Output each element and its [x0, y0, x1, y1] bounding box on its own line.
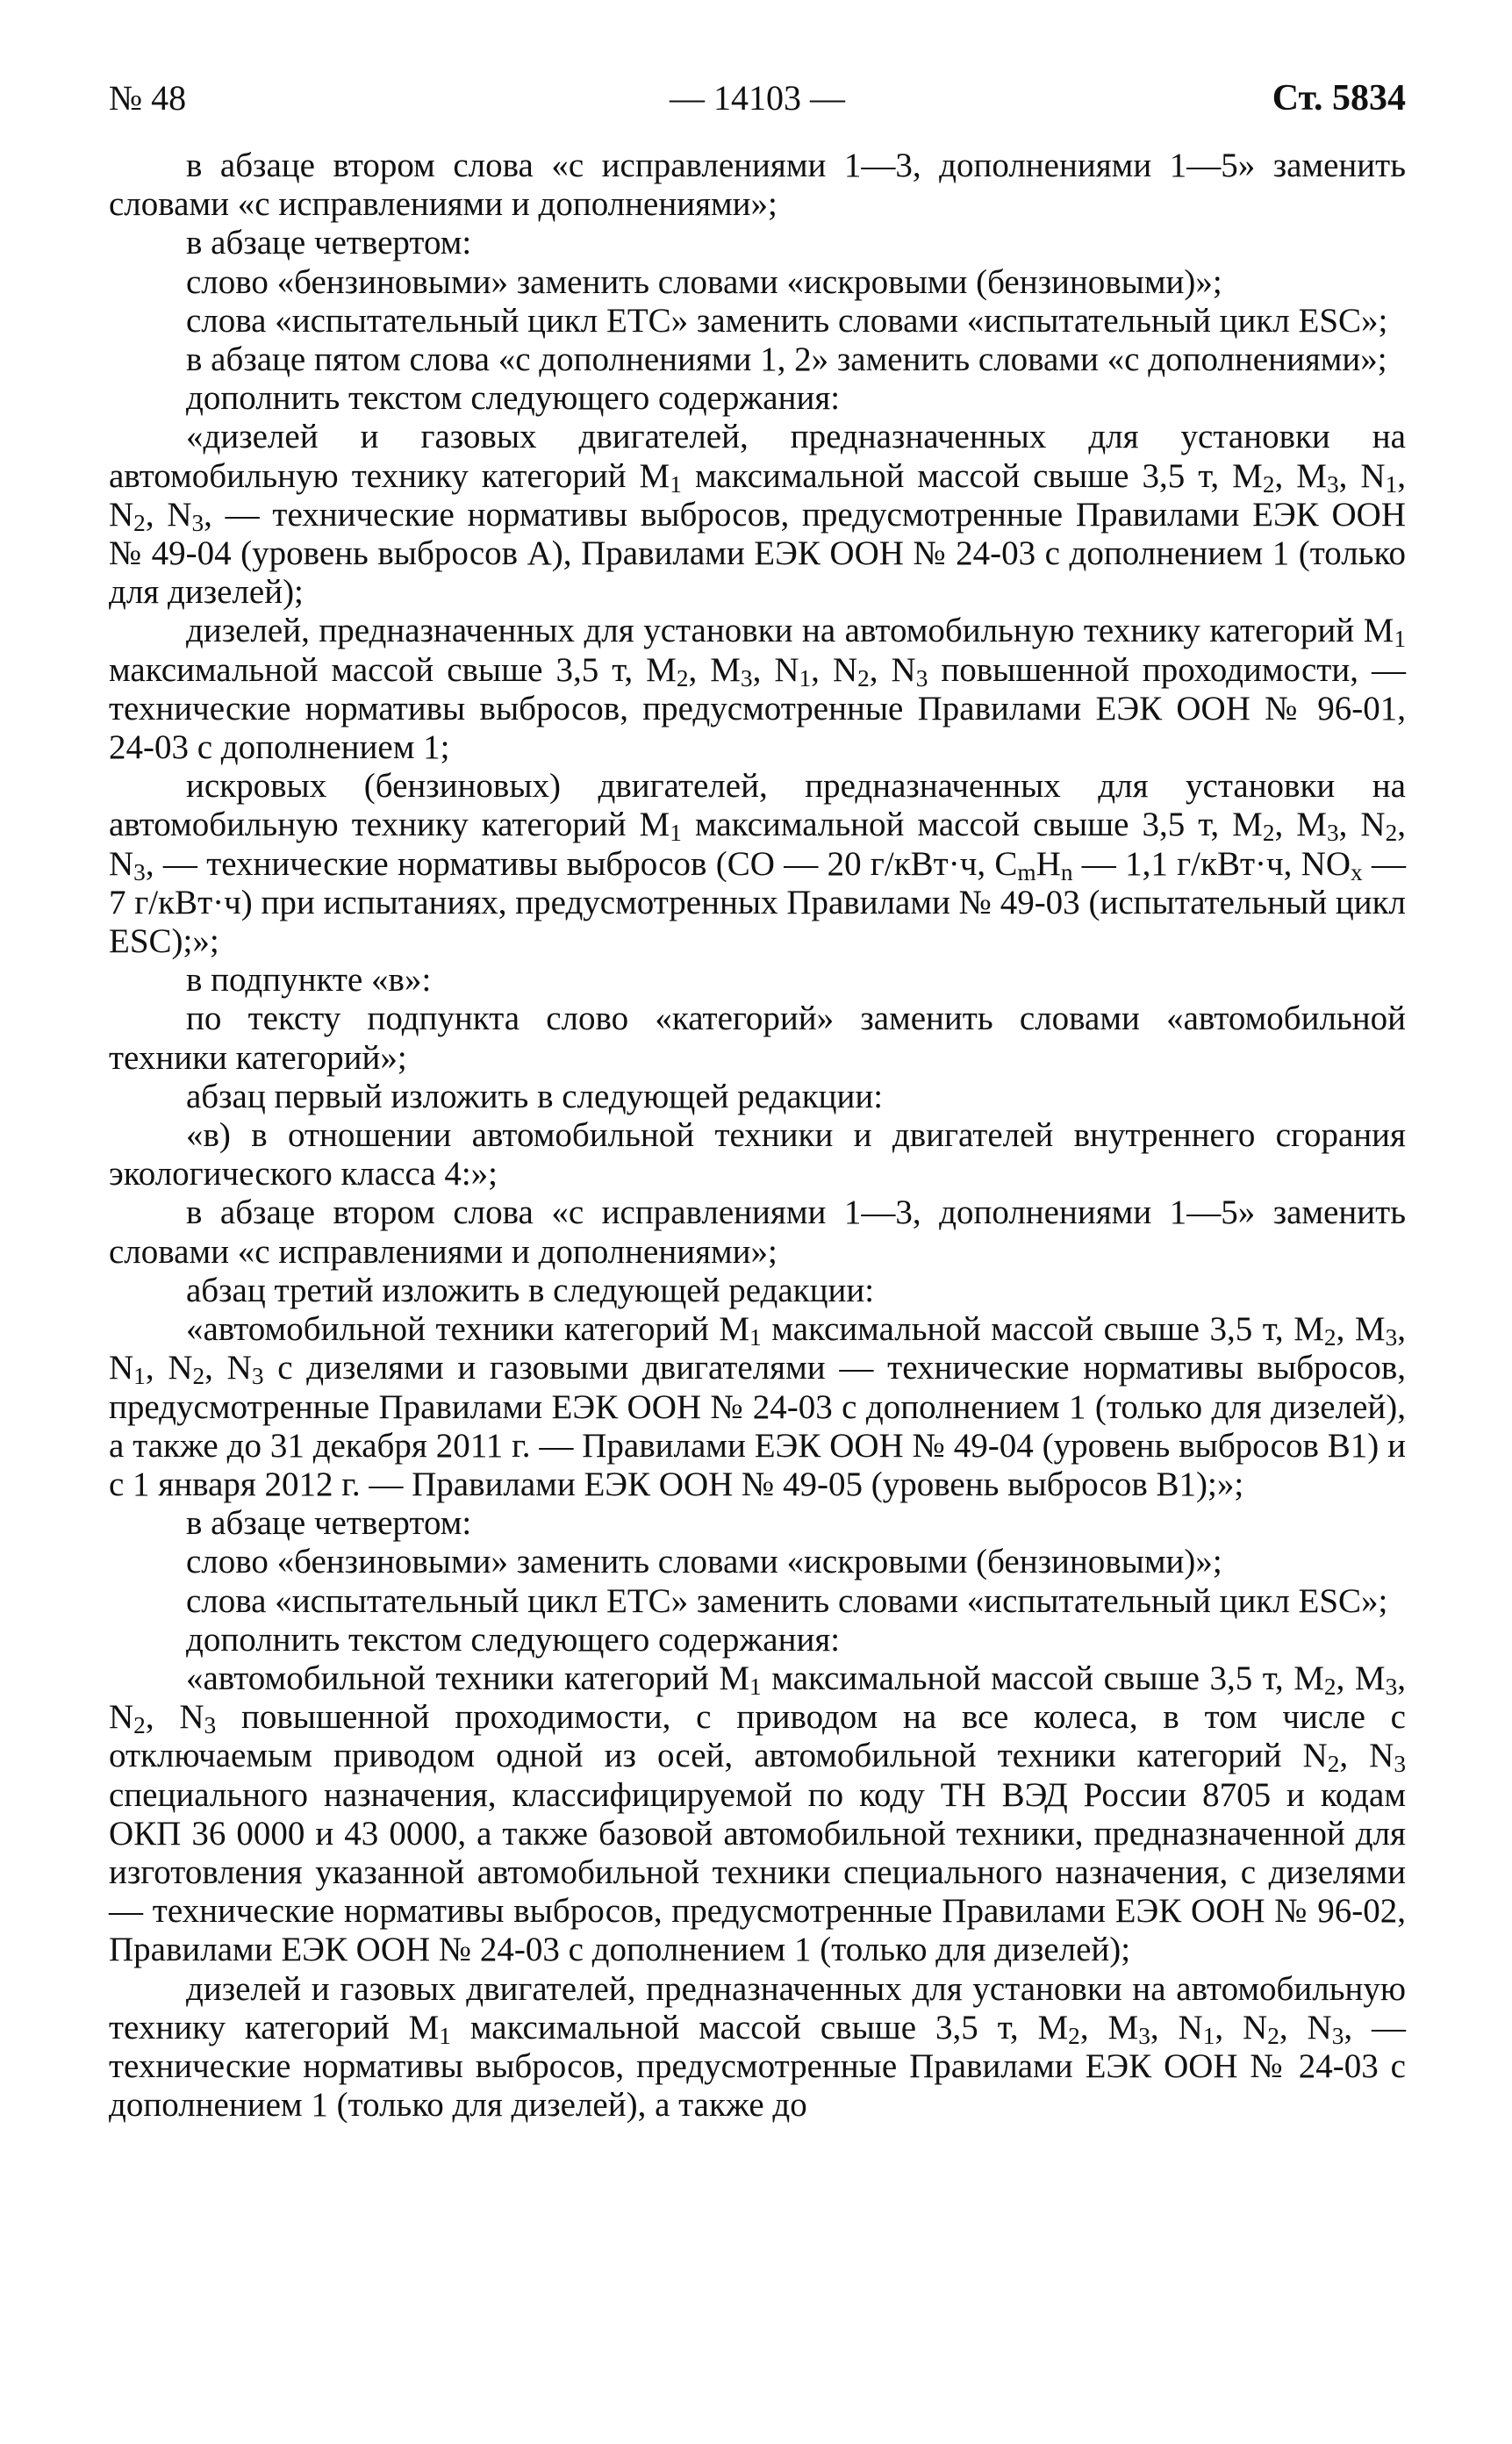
subscript: 2 [133, 509, 146, 536]
subscript: 2 [1385, 820, 1398, 847]
running-header [109, 72, 1406, 125]
paragraph: в абзаце пятом слова «с дополнениями 1, 2» заменить словами «с дополнениями»; [186, 340, 1387, 379]
subscript: 2 [133, 1712, 146, 1739]
subscript: 3 [251, 1363, 264, 1390]
subscript: 1 [670, 470, 682, 498]
paragraph: в подпункте «в»: [186, 961, 432, 1000]
paragraph: дополнить текстом следующего содержания: [186, 1620, 841, 1659]
paragraph: слово «бензиновыми» заменить словами «искровыми (бензиновыми)»; [186, 1543, 1222, 1581]
subscript: 1 [1202, 2022, 1215, 2049]
paragraph: абзац третий изложить в следующей редакции: [186, 1271, 875, 1309]
paragraph: в абзаце втором слова «с исправлениями 1—3, дополнениями 1—5» заменить словами «с исправлениями и дополнениями»; [109, 1193, 1406, 1271]
subscript: 3 [133, 858, 146, 885]
paragraph: «дизелей и газовых двигателей, предназначенных для установки на автомобильную технику категорий $M_1$ максимальной массой свыше 3,5 т, $M_2$, $M_3$, $N_1$, $N_2$, $N_3$, — технические нормативы выбросов, предусмотренные Правилами ЕЭК ООН № 49-04 (уровень выбросов А), Правилами ЕЭК ООН № 24-03 с дополнением 1 (только для дизелей); [109, 418, 1406, 612]
subscript: 2 [676, 664, 689, 692]
subscript: 2 [1068, 2022, 1080, 2049]
article-number: Ст. 5834 [1272, 78, 1406, 118]
subscript: 2 [1267, 2022, 1279, 2049]
subscript: 3 [740, 664, 753, 692]
subscript: 3 [1138, 2022, 1150, 2049]
page-number: — 14103 — [670, 78, 845, 118]
subscript: 1 [749, 1673, 762, 1700]
subscript: 1 [670, 820, 682, 847]
subscript: 3 [1385, 1673, 1398, 1700]
paragraph: по тексту подпункта слово «категорий» заменить словами «автомобильной техники категорий»; [109, 1000, 1406, 1077]
paragraph: «автомобильной техники категорий $M_1$ максимальной массой свыше 3,5 т, $M_2$, $M_3$, $N_1$, $N_2$, $N_3$ с дизелями и газовыми двигателями — технические нормативы выбросов, предусмотренные Правилами ЕЭК ООН № 24-03 с дополнением 1 (только для дизелей), а также до 31 декабря 2011 г. — Правилами ЕЭК ООН № 49-04 (уровень выбросов B1) и с 1 января 2012 г. — Правилами ЕЭК ООН № 49-05 (уровень выбросов B1);»; [109, 1310, 1407, 1503]
paragraph: дизелей и газовых двигателей, предназначенных для установки на автомобильную технику категорий $M_1$ максимальной массой свыше 3,5 т, $M_2$, $M_3$, $N_1$, $N_2$, $N_3$, — технические нормативы выбросов, предусмотренные Правилами ЕЭК ООН № 24-03 с дополнением 1 (только для дизелей), а также до [109, 1969, 1407, 2125]
paragraph: слово «бензиновыми» заменить словами «искровыми (бензиновыми)»; [186, 262, 1222, 301]
paragraph: «в) в отношении автомобильной техники и двигателей внутреннего сгорания экологического класса 4:»; [109, 1116, 1406, 1193]
subscript: 3 [191, 509, 204, 536]
paragraph: дополнить текстом следующего содержания: [186, 379, 841, 418]
subscript: 1 [1385, 470, 1398, 498]
subscript: 3 [1385, 1324, 1398, 1351]
paragraph: дизелей, предназначенных для установки на автомобильную технику категорий $M_1$ максимальной массой свыше 3,5 т, $M_2$, $M_3$, $N_1$, $N_2$, $N_3$ повышенной проходимости, — технические нормативы выбросов, предусмотренные Правилами ЕЭК ООН № 96-01, 24-03 с дополнением 1; [109, 612, 1406, 767]
subscript: 3 [1331, 2022, 1344, 2049]
subscript: 3 [1326, 820, 1339, 847]
subscript: 1 [439, 2022, 451, 2049]
subscript: 2 [857, 664, 870, 692]
subscript: n [1060, 858, 1073, 885]
paragraph: слова «испытательный цикл ETC» заменить словами «испытательный цикл ESC»; [186, 1581, 1388, 1620]
subscript: 3 [1394, 1751, 1406, 1778]
paragraph: слова «испытательный цикл ETC» заменить словами «испытательный цикл ESC»; [186, 301, 1388, 340]
subscript: 3 [204, 1712, 217, 1739]
subscript: 2 [1262, 470, 1275, 498]
subscript: 2 [1262, 820, 1275, 847]
subscript: 2 [1323, 1673, 1336, 1700]
subscript: m [1017, 858, 1036, 885]
body-text [109, 147, 1406, 2125]
subscript: 2 [192, 1363, 205, 1390]
paragraph: искровых (бензиновых) двигателей, предназначенных для установки на автомобильную технику категорий $M_1$ максимальной массой свыше 3,5 т, $M_2$, $M_3$, $N_2$, $N_3$, — технические нормативы выбросов (CO — 20 г/кВт·ч, $C_mH_n$ — 1,1 г/кВт·ч, $NO_x$ — 7 г/кВт·ч) при испытаниях, предусмотренных Правилами № 49-03 (испытательный цикл ESC);»; [109, 767, 1406, 961]
subscript: 1 [1394, 626, 1406, 653]
subscript: 1 [749, 1324, 762, 1351]
paragraph: в абзаце втором слова «с исправлениями 1—3, дополнениями 1—5» заменить словами «с исправлениями и дополнениями»; [109, 147, 1406, 224]
subscript: 3 [915, 664, 928, 692]
issue-number: № 48 [109, 78, 187, 118]
subscript: x [1351, 858, 1363, 885]
subscript: 1 [133, 1363, 146, 1390]
paragraph: в абзаце четвертом: [186, 1504, 472, 1543]
subscript: 2 [1327, 1751, 1340, 1778]
subscript: 1 [799, 664, 812, 692]
paragraph: абзац первый изложить в следующей редакции: [186, 1077, 884, 1115]
paragraph: в абзаце четвертом: [186, 224, 472, 262]
subscript: 3 [1326, 470, 1339, 498]
paragraph: «автомобильной техники категорий $M_1$ максимальной массой свыше 3,5 т, $M_2$, $M_3$, $N_2$, $N_3$ повышенной проходимости, с приводом на все колеса, в том числе с отключаемым приводом одной из осей, автомобильной техники категорий $N_2$, $N_3$ специального назначения, классифицируемой по коду ТН ВЭД России 8705 и кодам ОКП 36 0000 и 43 0000, а также базовой автомобильной техники, предназначенной для изготовления указанной автомобильной техники специального назначения, с дизелями — технические нормативы выбросов, предусмотренные Правилами ЕЭК ООН № 96-02, Правилами ЕЭК ООН № 24-03 с дополнением 1 (только для дизелей); [109, 1659, 1406, 1969]
subscript: 2 [1323, 1324, 1336, 1351]
